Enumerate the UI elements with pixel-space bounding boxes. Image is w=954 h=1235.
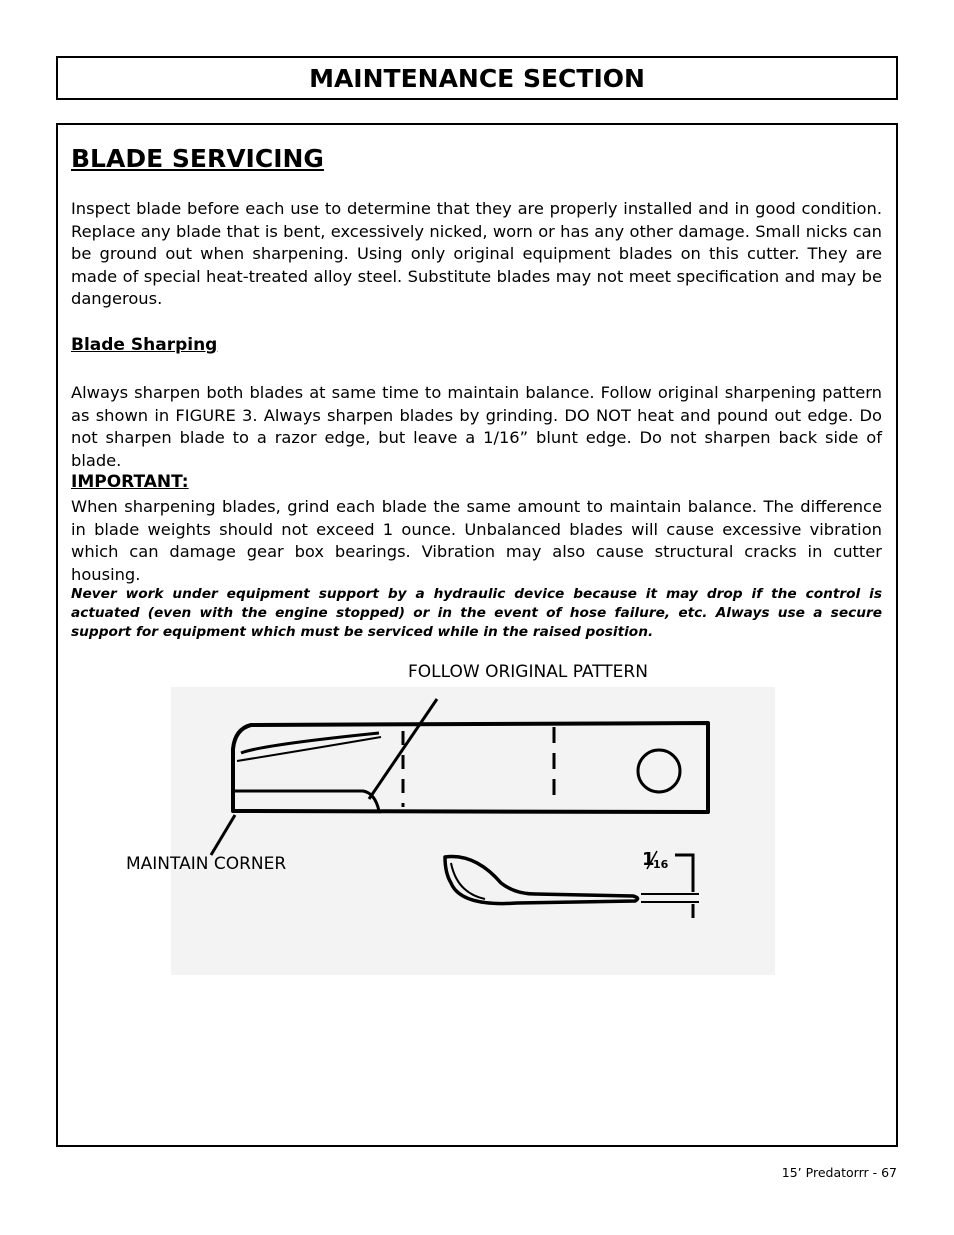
blade-outline: [233, 723, 708, 812]
section-header: [56, 56, 898, 100]
fraction-numerator: 1: [642, 849, 655, 870]
dimension-bracket-top: [675, 855, 693, 892]
intro-paragraph: Inspect blade before each use to determine that they are properly installed and in good condition. Replace any blade that is bent, excessively nicked, worn or has any other damage. Small nicks can be ground out when sharpening. Using only original equipment blades on this cutter. They are made of special heat-treated alloy steel. Substitute blades may not meet specification and may be dangerous.: [71, 199, 882, 309]
fraction-denominator: 16: [653, 858, 669, 871]
important-paragraph: When sharpening blades, grind each blade the same amount to maintain balance. The difference in blade weights should not exceed 1 ounce. Unbalanced blades will cause excessive vibration which can damage gear box bearings. Vibration may also cause structural cracks in cutter housing.: [71, 497, 882, 584]
page-footer: 15’ Predatorrr - 67: [781, 1165, 897, 1180]
blade-cutting-edge: [233, 791, 379, 811]
blade-diagram: [171, 687, 775, 975]
page-title: BLADE SERVICING: [71, 144, 324, 173]
sharpening-paragraph: Always sharpen both blades at same time to maintain balance. Follow original sharpening pattern as shown in FIGURE 3. Always sharpen blades by grinding. DO NOT heat and pound out edge. Do not sharpen blade to a razor edge, but leave a 1/16” blunt edge. Do not sharpen back side of blade.: [71, 383, 882, 470]
safety-warning: Never work under equipment support by a hydraulic device because it may drop if the control is actuated (even with the engine stopped) or in the event of hose failure, etc. Always use a secure support for equipment which must be serviced while in the raised position.: [71, 586, 882, 640]
label-maintain-corner: MAINTAIN CORNER: [126, 854, 287, 874]
blade-profile: [445, 857, 638, 904]
sharpening-heading: Blade Sharping: [71, 335, 218, 355]
section-header-title: MAINTENANCE SECTION: [309, 63, 645, 93]
blade-profile-inner: [451, 863, 485, 899]
leader-maintain-corner: [211, 815, 235, 855]
blade-hole: [638, 750, 680, 792]
blade-figure: [171, 687, 775, 975]
important-heading: IMPORTANT:: [71, 472, 189, 492]
label-follow-pattern: FOLLOW ORIGINAL PATTERN: [408, 662, 648, 682]
